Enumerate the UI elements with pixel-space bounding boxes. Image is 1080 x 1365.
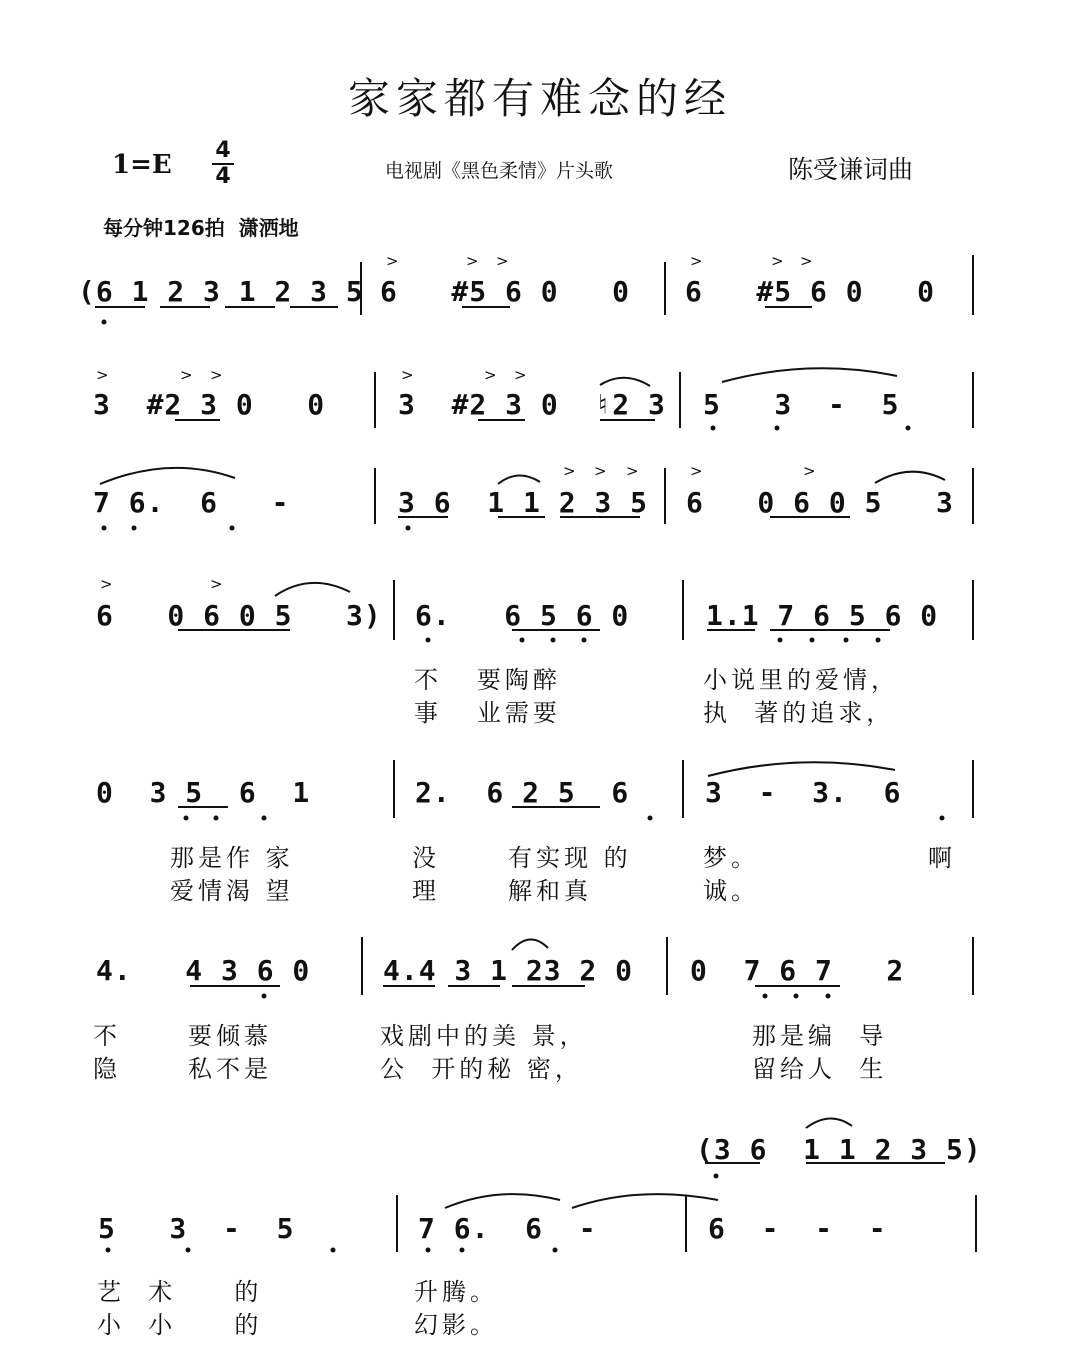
measure-notes: 6 #5 6 0 0 bbox=[380, 275, 631, 308]
svg-text:>: > bbox=[771, 252, 784, 270]
measure-notes: 3 - 3. 6 bbox=[705, 776, 902, 809]
measure-notes: 5 3 - 5 bbox=[703, 388, 900, 421]
lyric-text: 那是作 家 bbox=[170, 844, 294, 872]
svg-text:>: > bbox=[594, 462, 607, 480]
svg-text:>: > bbox=[100, 575, 113, 593]
svg-text:>: > bbox=[401, 366, 414, 384]
lyric-text: 有实现 的 bbox=[508, 844, 632, 872]
svg-text:>: > bbox=[466, 252, 479, 270]
measure-notes: 5 3 - 5 bbox=[98, 1212, 295, 1245]
lyric-text: 啊 bbox=[928, 844, 956, 872]
measure-notes: 6 0 6 0 5 3 bbox=[686, 486, 954, 519]
svg-text:>: > bbox=[484, 366, 497, 384]
svg-text:>: > bbox=[210, 575, 223, 593]
svg-text:>: > bbox=[800, 252, 813, 270]
lyric-text: 不 bbox=[93, 1022, 121, 1050]
lyric-text: 私不是 bbox=[188, 1055, 272, 1083]
lyric-text: 留给人 生 bbox=[752, 1055, 888, 1083]
lyric-text: 要倾慕 bbox=[188, 1022, 272, 1050]
lyric-text: 幻影。 bbox=[414, 1311, 498, 1339]
measure-notes: 6 - - - bbox=[708, 1212, 887, 1245]
lyric-text: 诚。 bbox=[703, 877, 759, 905]
measure-notes: 4. 4 3 6 0 bbox=[96, 954, 311, 987]
lyric-text: 理 bbox=[412, 877, 440, 905]
song-title: 家家都有难念的经 bbox=[347, 74, 732, 123]
measure-notes: (6 1 2 3 1 2 3 5 bbox=[78, 275, 364, 308]
measure-notes: 2. 6 2 5 6 bbox=[415, 776, 630, 809]
measure-notes: 1.1 7 6 5 6 0 bbox=[706, 599, 939, 632]
svg-text:>: > bbox=[514, 366, 527, 384]
composer-credit: 陈受谦词曲 bbox=[788, 155, 914, 184]
lyric-text: 梦。 bbox=[703, 844, 759, 872]
lyric-text: 隐 bbox=[93, 1055, 121, 1083]
svg-text:>: > bbox=[386, 252, 399, 270]
measure-notes: 6 #5 6 0 0 bbox=[685, 275, 936, 308]
measure-notes: 0 7 6 7 2 bbox=[690, 954, 905, 987]
measure-notes: 6 0 6 0 5 3) bbox=[96, 599, 382, 632]
measure-notes: 3 #2 3 0 ♮2 3 bbox=[398, 388, 666, 421]
tempo-marking: 每分钟126拍 潇洒地 bbox=[103, 216, 299, 240]
lyric-text: 公 开的秘 密， bbox=[380, 1055, 583, 1083]
lyric-text: 解和真 bbox=[508, 877, 592, 905]
measure-notes: 6. 6 5 6 0 bbox=[415, 599, 630, 632]
lyric-text: 升腾。 bbox=[414, 1278, 498, 1306]
svg-text:>: > bbox=[803, 462, 816, 480]
song-subtitle: 电视剧《黑色柔情》片头歌 bbox=[385, 160, 614, 182]
lyric-text: 那是编 导 bbox=[752, 1022, 888, 1050]
lyric-text: 爱情渴 望 bbox=[170, 877, 294, 905]
measure-notes: 4.4 3 1 23 2 0 bbox=[383, 954, 634, 987]
measure-notes: 7 6. 6 - bbox=[93, 486, 290, 519]
time-numerator: 4 bbox=[215, 138, 231, 163]
lyric-text: 不 要陶醉 bbox=[414, 666, 561, 694]
svg-text:>: > bbox=[690, 252, 703, 270]
svg-text:>: > bbox=[180, 366, 193, 384]
lyric-text: 没 bbox=[412, 844, 440, 872]
measure-notes: 0 3 5 6 1 bbox=[96, 776, 311, 809]
time-denominator: 4 bbox=[215, 164, 231, 189]
measure-notes: 7 6. 6 - bbox=[418, 1212, 597, 1245]
svg-text:>: > bbox=[563, 462, 576, 480]
svg-text:>: > bbox=[496, 252, 509, 270]
lyric-text: 小 小 的 bbox=[97, 1311, 263, 1339]
lyric-text: 事 业需要 bbox=[414, 699, 561, 727]
measure-notes: 3 6 1 1 2 3 5 bbox=[398, 486, 649, 519]
svg-text:>: > bbox=[210, 366, 223, 384]
key-signature: 1=E bbox=[112, 150, 172, 180]
lyric-text: 戏剧中的美 景， bbox=[380, 1022, 588, 1050]
measure-notes: (3 6 1 1 2 3 5) bbox=[696, 1133, 982, 1166]
svg-text:>: > bbox=[626, 462, 639, 480]
lyric-text: 艺 术 的 bbox=[97, 1278, 263, 1306]
lyric-text: 执 著的追求， bbox=[703, 699, 895, 727]
svg-text:>: > bbox=[690, 462, 703, 480]
lyric-text: 小说里的爱情， bbox=[703, 666, 899, 694]
measure-notes: 3 #2 3 0 0 bbox=[93, 388, 326, 421]
svg-text:>: > bbox=[96, 366, 109, 384]
